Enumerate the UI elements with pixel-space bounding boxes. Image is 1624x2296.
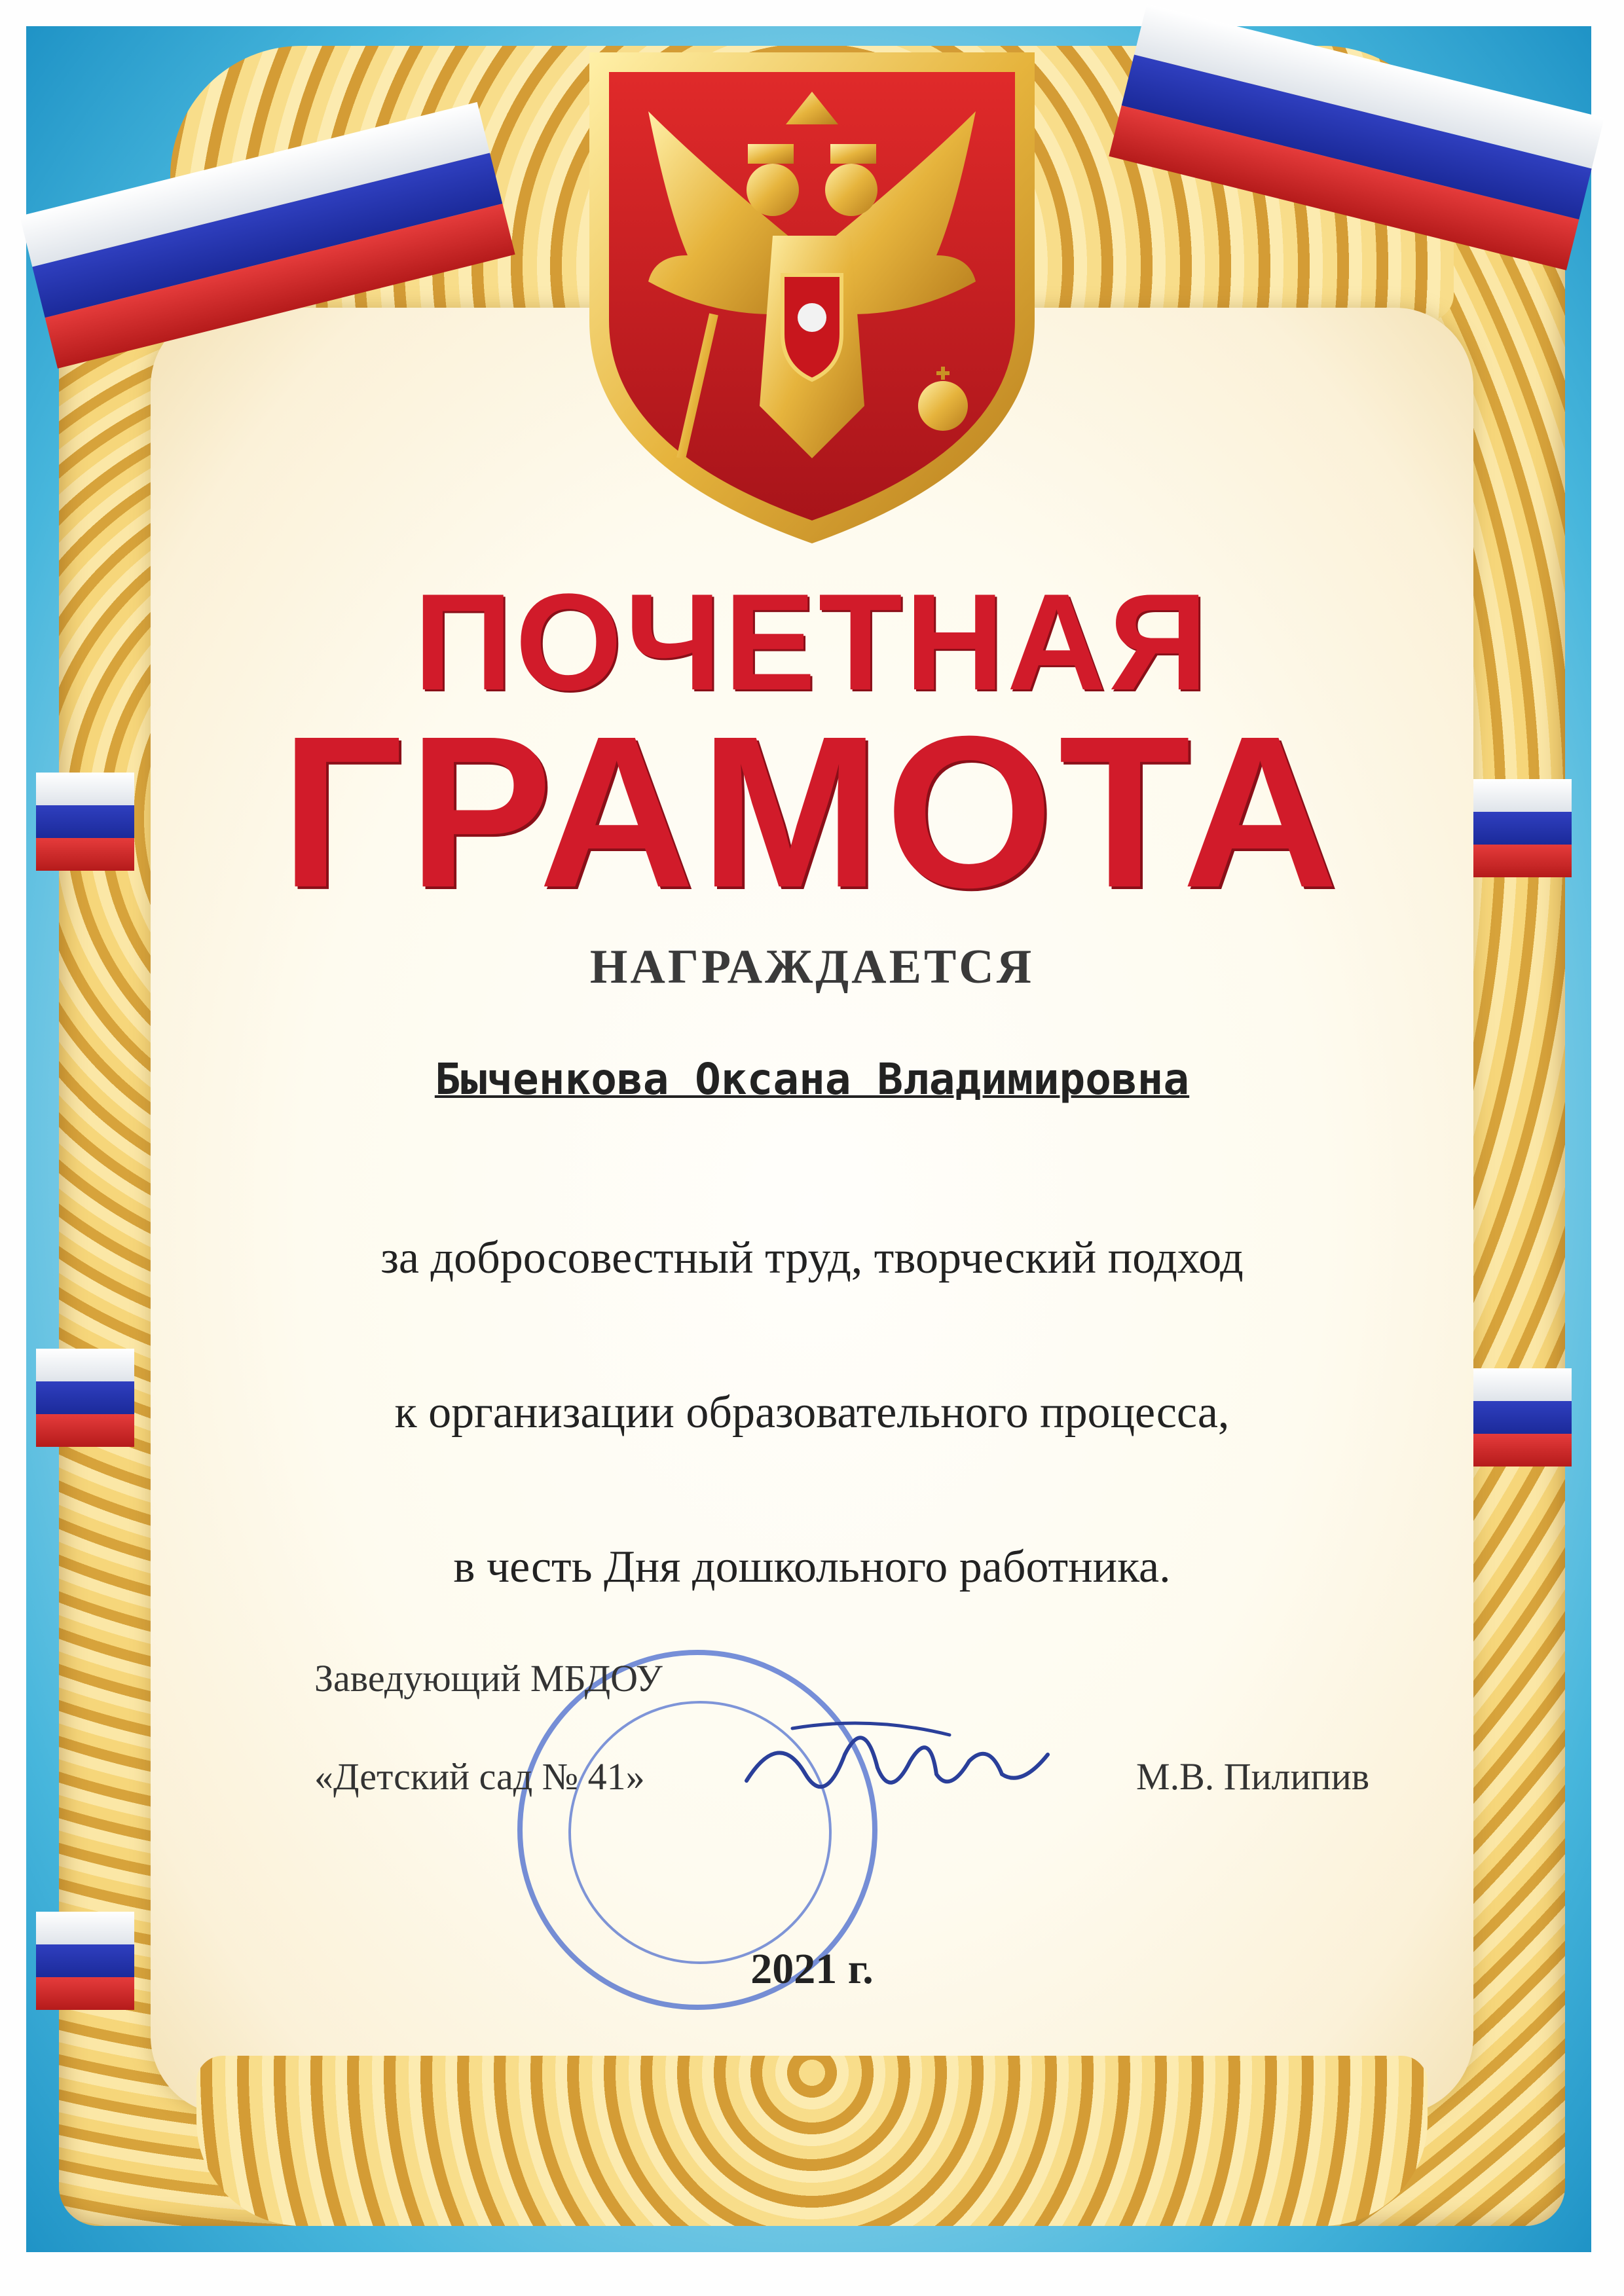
signer-position-line-2: «Детский сад № 41» [314, 1755, 645, 1798]
recipient-name: Быченкова Оксана Владимировна [434, 1054, 1190, 1104]
reason-line: к организации образовательного процесса, [394, 1387, 1230, 1438]
russian-coat-of-arms-icon [576, 39, 1048, 550]
gold-ornament-bottom [196, 2056, 1428, 2226]
title-line-1: ПОЧЕТНАЯ [413, 565, 1211, 719]
handwritten-signature [740, 1702, 1054, 1820]
signer-position-line-1: Заведующий МБДОУ [314, 1657, 663, 1700]
signer-name: М.В. Пилипив [1136, 1755, 1370, 1798]
reason-line: в честь Дня дошкольного работника. [453, 1542, 1171, 1592]
awarded-label: НАГРАЖДАЕТСЯ [589, 940, 1035, 994]
title-line-2: ГРАМОТА [280, 691, 1344, 932]
award-reason [0, 1142, 1624, 1683]
reason-line: за добросовестный труд, творческий подход [380, 1233, 1244, 1283]
certificate-year: 2021 г. [750, 1945, 874, 1993]
